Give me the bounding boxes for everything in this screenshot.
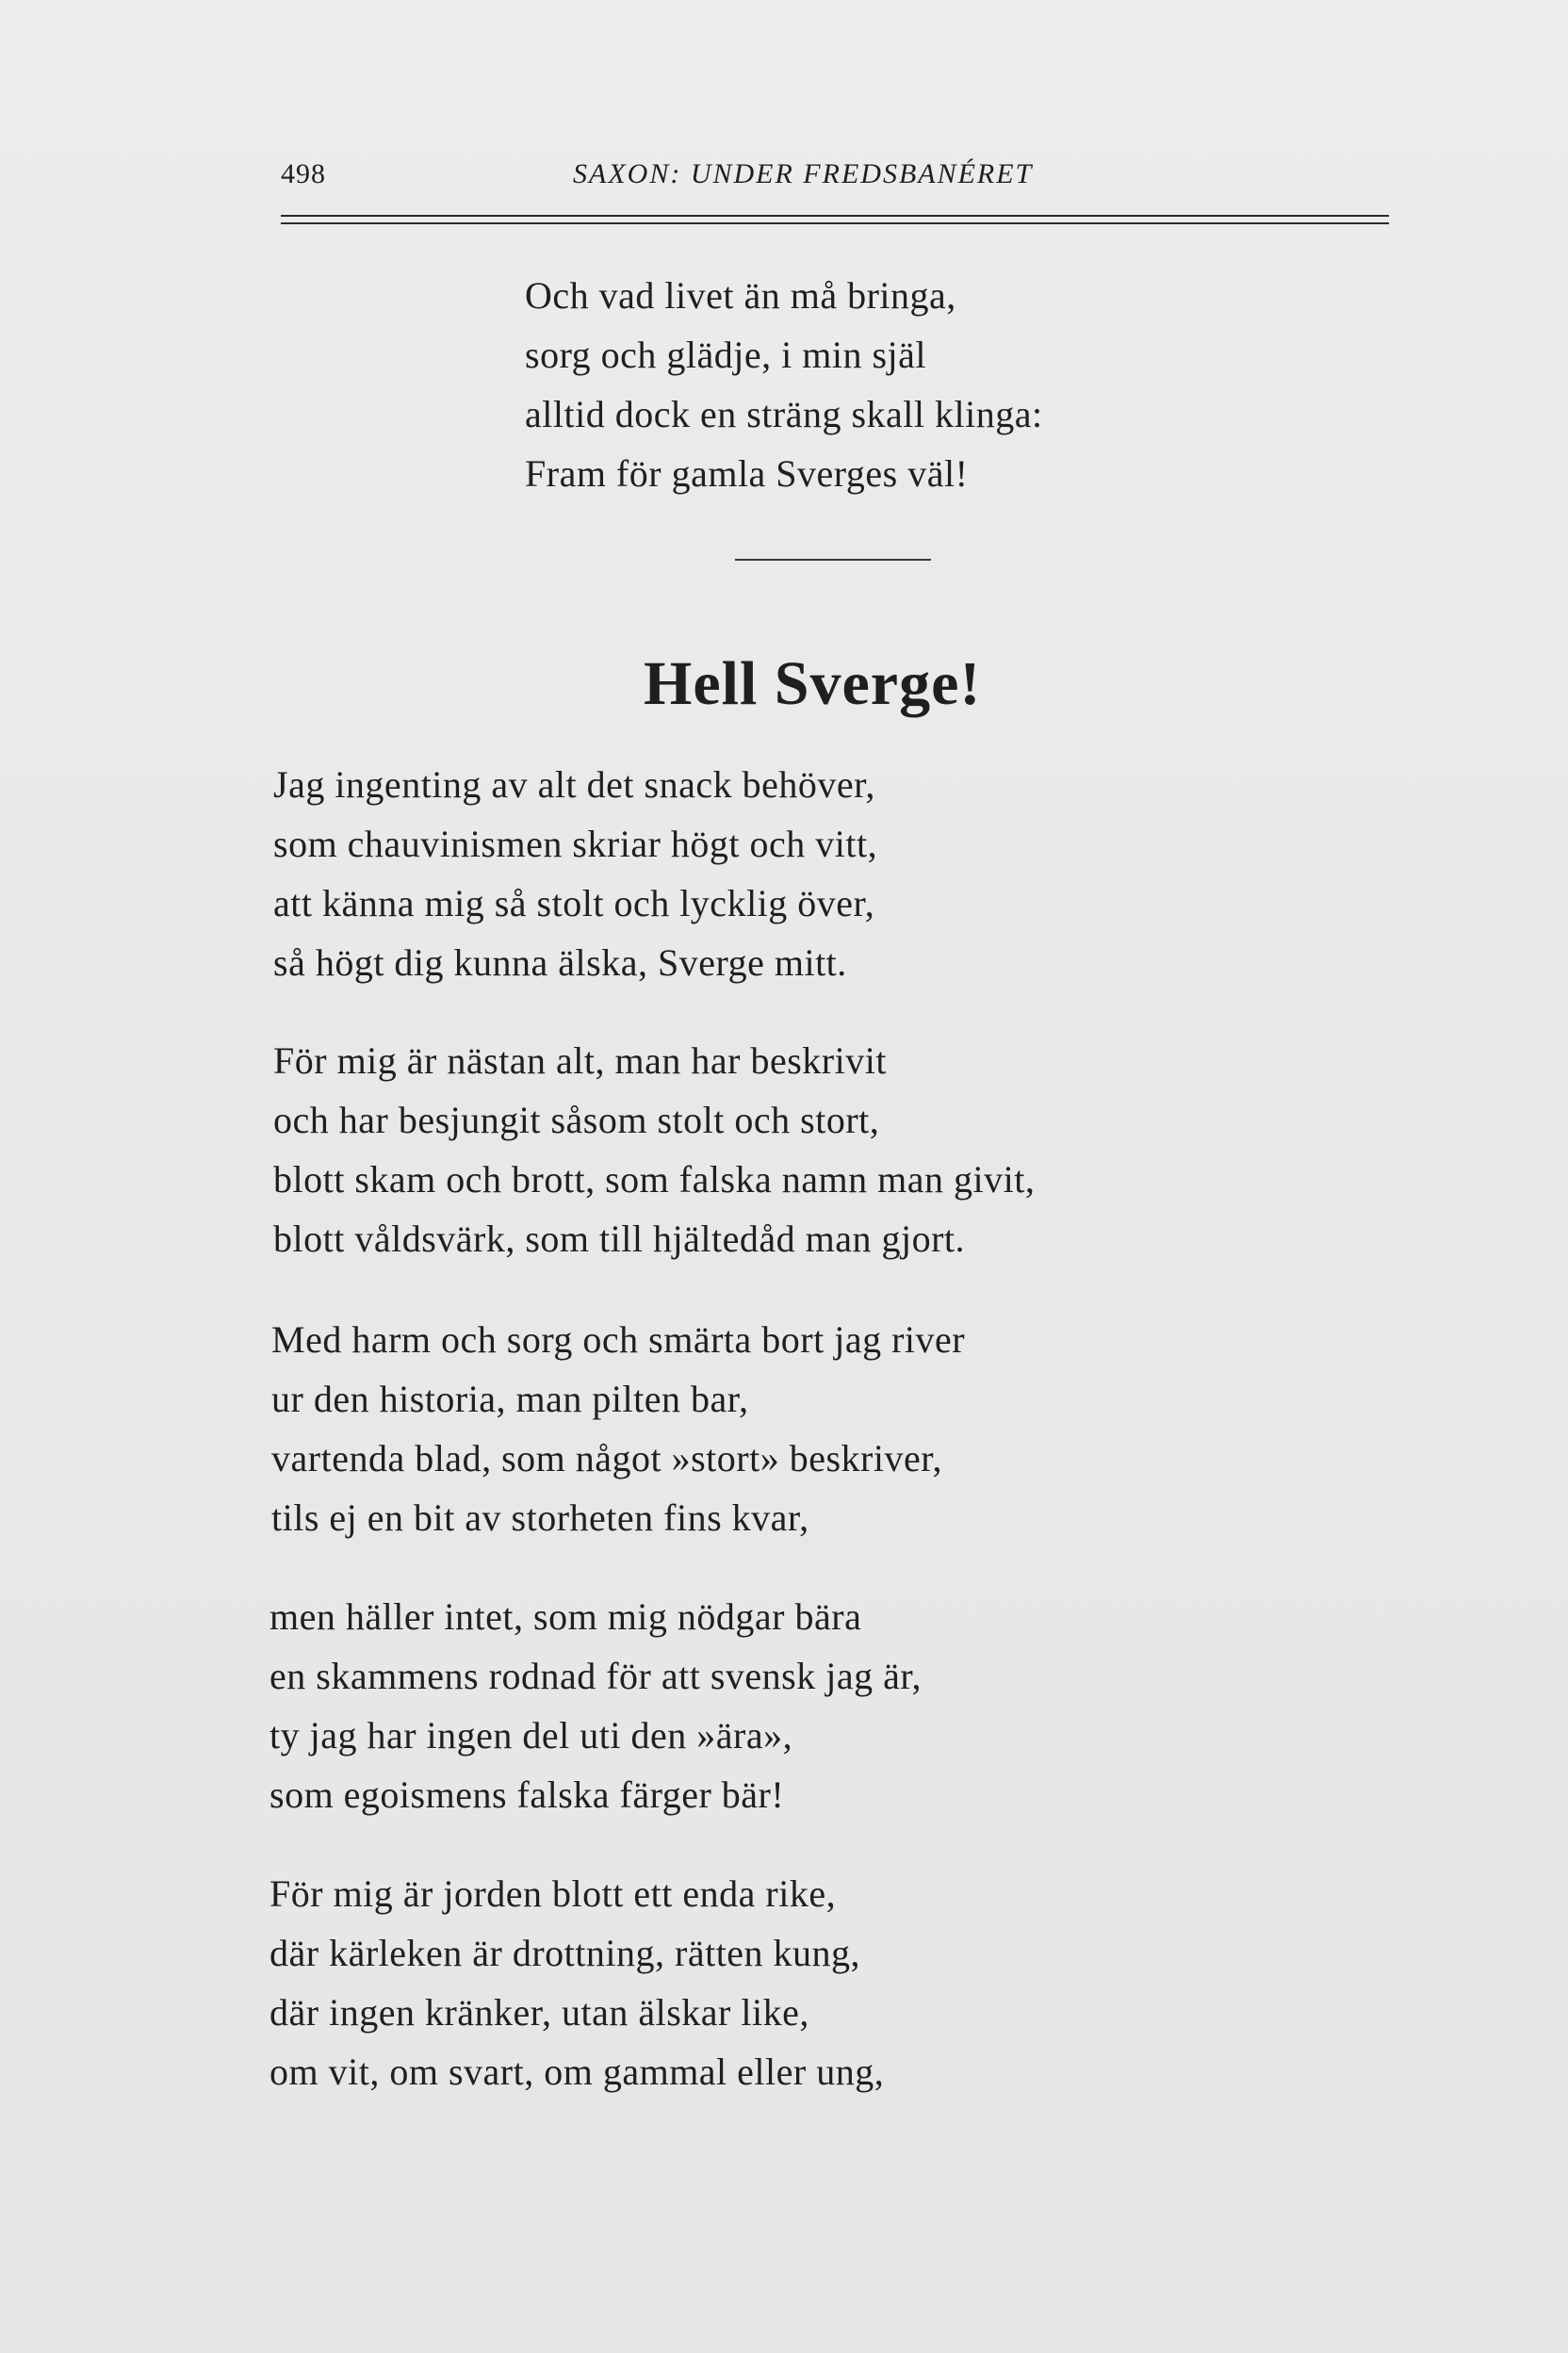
verse-line: sorg och glädje, i min själ bbox=[525, 334, 927, 376]
previous-poem-ending-stanza bbox=[525, 266, 1043, 503]
verse-line: blott skam och brott, som falska namn man givit, bbox=[273, 1158, 1036, 1201]
verse-line: alltid dock en sträng skall klinga: bbox=[525, 393, 1043, 435]
verse-line: men häller intet, som mig nödgar bära bbox=[270, 1595, 862, 1638]
verse-line: Med harm och sorg och smärta bort jag river bbox=[271, 1318, 966, 1361]
verse-line: så högt dig kunna älska, Sverge mitt. bbox=[273, 941, 847, 984]
verse-line: där kärleken är drottning, rätten kung, bbox=[270, 1932, 861, 1974]
poem-title: Hell Sverge! bbox=[644, 649, 982, 718]
verse-line: Jag ingenting av alt det snack behöver, bbox=[273, 763, 875, 806]
verse-line: ur den historia, man pilten bar, bbox=[271, 1378, 749, 1420]
section-divider bbox=[735, 559, 931, 561]
verse-line: Fram för gamla Sverges väl! bbox=[525, 452, 969, 495]
verse-line: Och vad livet än må bringa, bbox=[525, 274, 956, 317]
stanza bbox=[273, 755, 877, 992]
verse-line: som egoismens falska färger bär! bbox=[270, 1773, 785, 1816]
header-double-rule bbox=[281, 215, 1389, 224]
verse-line: en skammens rodnad för att svensk jag är, bbox=[270, 1655, 923, 1697]
verse-line: För mig är jorden blott ett enda rike, bbox=[270, 1872, 837, 1915]
verse-line: och har besjungit såsom stolt och stort, bbox=[273, 1099, 880, 1141]
running-title: SAXON: UNDER FREDSBANÉRET bbox=[573, 158, 1034, 189]
page-number: 498 bbox=[281, 158, 326, 189]
verse-line: som chauvinismen skriar högt och vitt, bbox=[273, 823, 878, 865]
verse-line: där ingen kränker, utan älskar like, bbox=[270, 1991, 809, 2034]
stanza bbox=[271, 1310, 965, 1547]
page-header bbox=[281, 151, 1387, 198]
verse-line: om vit, om svart, om gammal eller ung, bbox=[270, 2051, 885, 2093]
stanza bbox=[270, 1864, 884, 2101]
verse-line: vartenda blad, som något »stort» beskriver, bbox=[271, 1437, 942, 1479]
verse-line: blott våldsvärk, som till hjältedåd man gjort. bbox=[273, 1217, 965, 1260]
verse-line: För mig är nästan alt, man har beskrivit bbox=[273, 1039, 887, 1082]
verse-line: att känna mig så stolt och lycklig över, bbox=[273, 882, 875, 924]
verse-line: tils ej en bit av storheten fins kvar, bbox=[271, 1496, 809, 1539]
stanza bbox=[273, 1031, 1035, 1268]
stanza bbox=[270, 1587, 922, 1824]
verse-line: ty jag har ingen del uti den »ära», bbox=[270, 1714, 793, 1757]
